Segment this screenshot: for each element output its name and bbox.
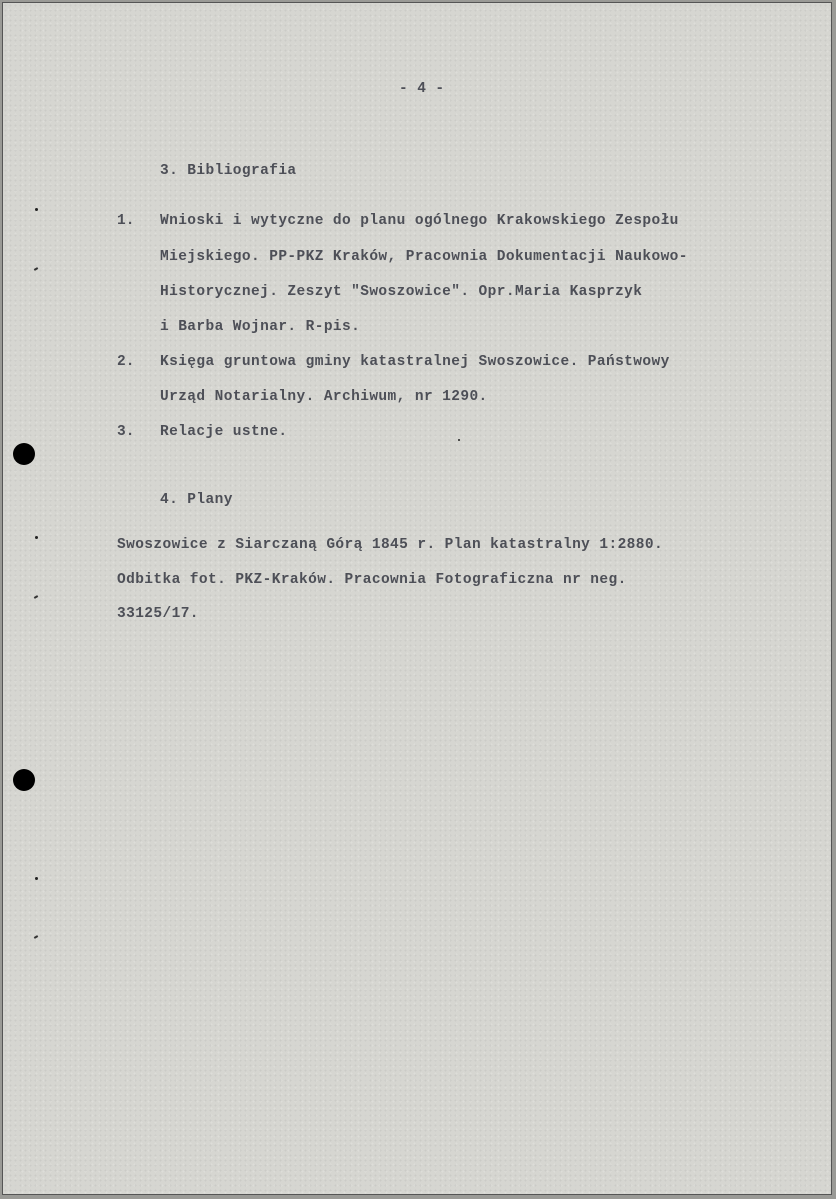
punch-hole [13, 443, 35, 465]
paper-speck [35, 208, 38, 211]
section-heading-bibliografia: 3. Bibliografia [160, 163, 297, 179]
bibliography-item-line: Wnioski i wytyczne do planu ogólnego Krakowskiego Zespołu [160, 213, 679, 229]
bibliography-item-number: 2. [117, 354, 135, 370]
bibliography-item-line: i Barba Wojnar. R-pis. [160, 319, 361, 335]
section-heading-plany: 4. Plany [160, 492, 233, 508]
page-number: - 4 - [399, 81, 445, 97]
plan-line: Odbitka fot. PKZ-Kraków. Pracownia Fotograficzna nr neg. [117, 572, 627, 588]
paper-mark [34, 267, 38, 271]
punch-hole [13, 769, 35, 791]
bibliography-item-number: 1. [117, 213, 135, 229]
paper-speck [458, 439, 460, 441]
paper-speck [35, 536, 38, 539]
bibliography-item-line: Relacje ustne. [160, 424, 288, 440]
bibliography-item-line: Historycznej. Zeszyt "Swoszowice". Opr.Maria Kasprzyk [160, 284, 643, 300]
bibliography-item-line: Miejskiego. PP-PKZ Kraków, Pracownia Dokumentacji Naukowo- [160, 249, 688, 265]
document-page [2, 2, 832, 1195]
bibliography-item-line: Urząd Notarialny. Archiwum, nr 1290. [160, 389, 488, 405]
bibliography-item-line: Księga gruntowa gminy katastralnej Swoszowice. Państwowy [160, 354, 670, 370]
plan-line: Swoszowice z Siarczaną Górą 1845 r. Plan katastralny 1:2880. [117, 537, 664, 553]
paper-speck [35, 877, 38, 880]
paper-mark [34, 935, 38, 939]
bibliography-item-number: 3. [117, 424, 135, 440]
paper-mark [34, 595, 38, 599]
plan-line: 33125/17. [117, 606, 199, 622]
